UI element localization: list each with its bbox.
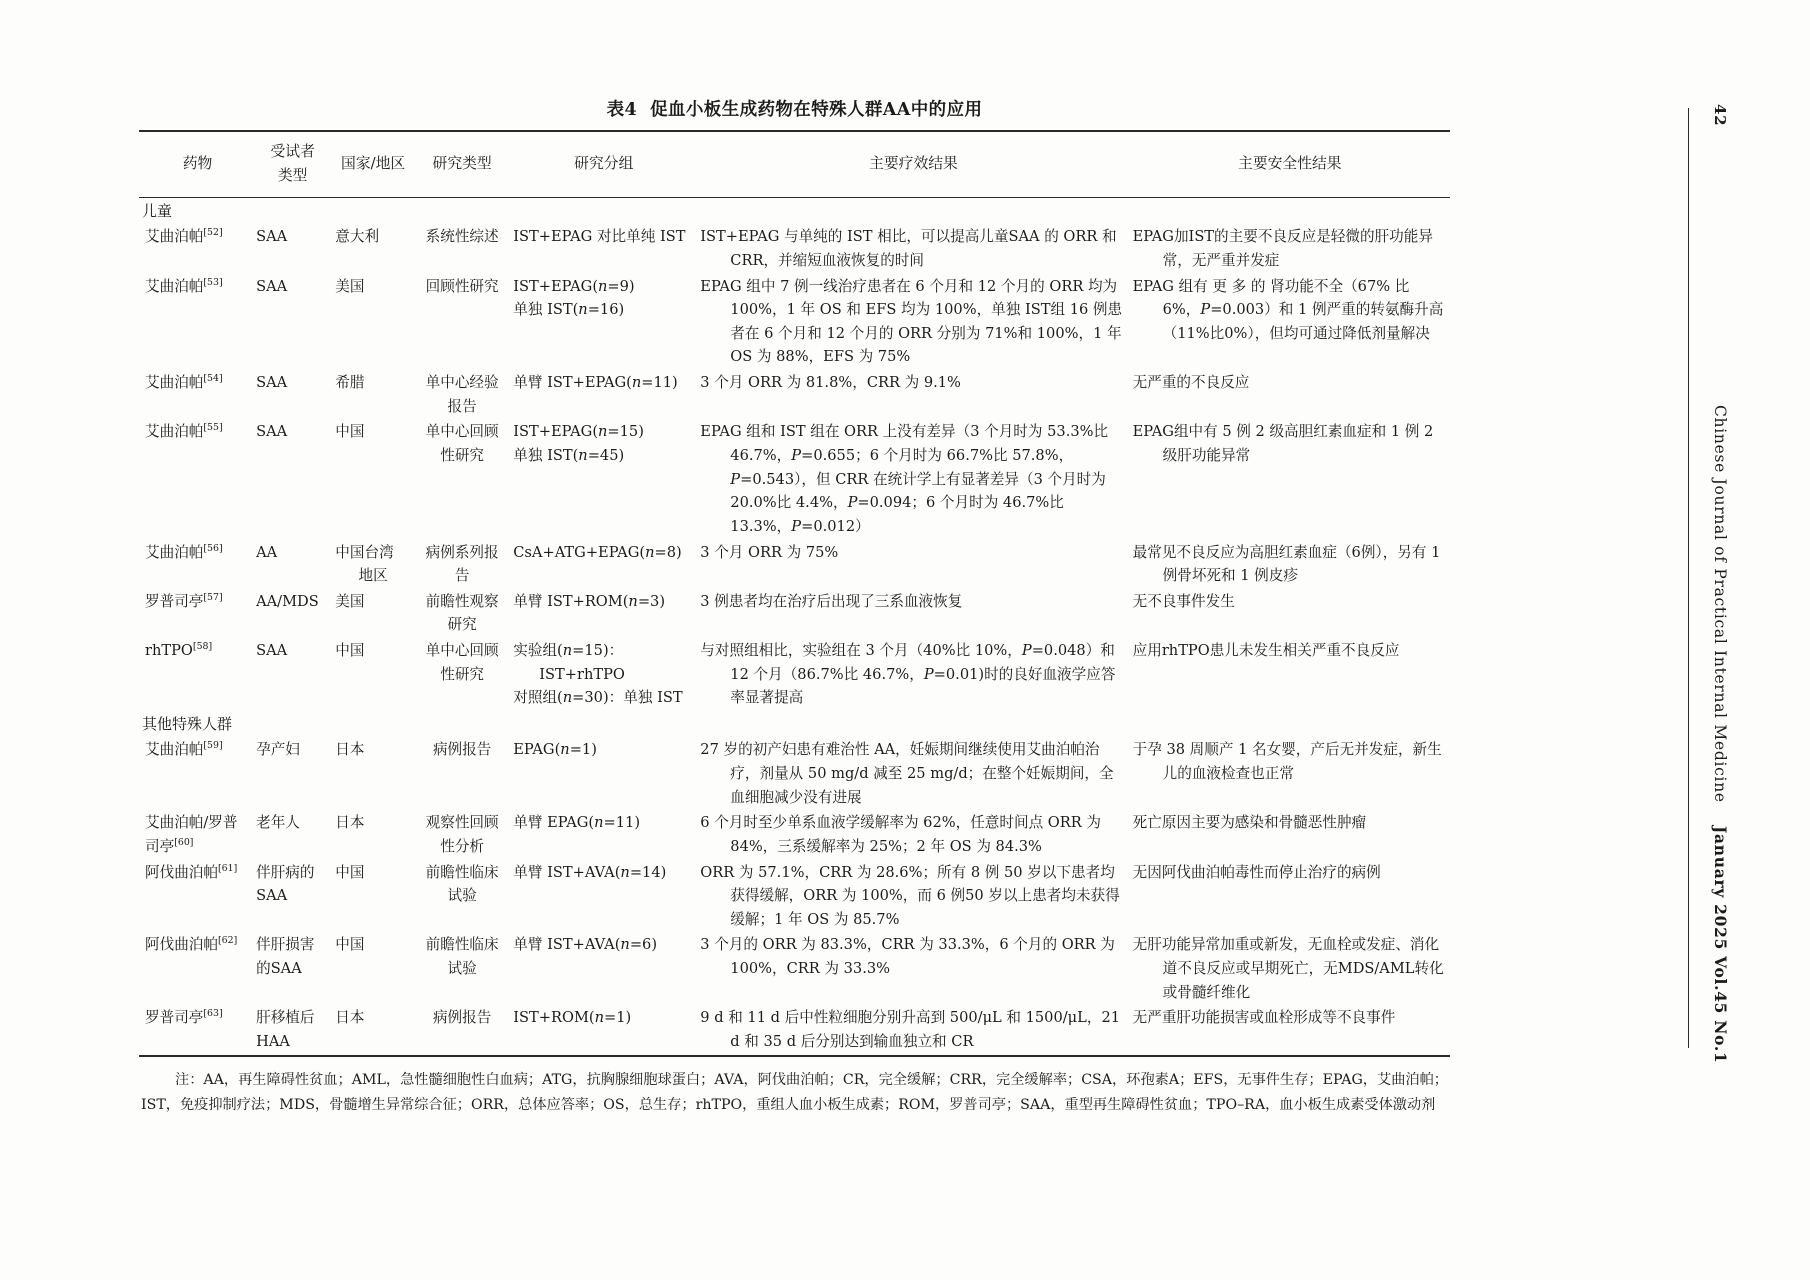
col-header-safety: 主要安全性结果	[1238, 154, 1342, 172]
cell-subject: SAA	[256, 277, 288, 295]
table-row	[139, 932, 1450, 1005]
cell-region: 美国	[335, 592, 365, 610]
cell-grouping: EPAG(n=1)	[513, 741, 597, 759]
cell-region: 中国	[335, 642, 365, 660]
cell-drug: 阿伐曲泊帕[61]	[145, 862, 238, 881]
cell-grouping: 单臂 IST+ROM(n=3)	[513, 592, 666, 610]
cell-efficacy: 27 岁的初产妇患有难治性 AA，妊娠期间继续使用艾曲泊帕治疗，剂量从 50 mg/d 减至 25 mg/d；在整个妊娠期间，全血细胞减少没有进展	[700, 741, 1114, 806]
col-header-subject-line2: 类型	[277, 166, 308, 184]
reference-marker: [59]	[203, 740, 223, 752]
cell-study-type: 单中心回顾 性研究	[425, 423, 499, 464]
table-footnote	[139, 1061, 1450, 1119]
cell-efficacy: 3 个月 ORR 为 75%	[700, 543, 839, 561]
table-block	[139, 96, 1450, 1118]
cell-study-type: 病例报告	[432, 741, 492, 759]
cell-drug: 艾曲泊帕[59]	[145, 740, 223, 759]
cell-region: 美国	[335, 277, 365, 295]
cell-study-type: 病例报告	[432, 1009, 492, 1027]
cell-region: 日本	[335, 1009, 365, 1027]
group-label: 儿童	[142, 201, 173, 220]
cell-efficacy: 3 例患者均在治疗后出现了三系血液恢复	[700, 592, 963, 610]
cell-study-type: 前瞻性观察 研究	[425, 592, 499, 634]
cell-efficacy: ORR 为 57.1%，CRR 为 28.6%；所有 8 例 50 岁以下患者均获得缓解，ORR 为 100%，而 6 例50 岁以上患者均未获得缓解；1 年 OS 为 85.7%	[700, 863, 1120, 928]
group-label: 其他特殊人群	[142, 715, 233, 734]
reference-marker: [62]	[217, 935, 238, 947]
cell-grouping: 单臂 IST+AVA(n=14)	[513, 863, 667, 881]
table-group-header	[139, 711, 1450, 737]
table-group-header	[139, 197, 1450, 224]
cell-efficacy: EPAG 组和 IST 组在 ORR 上没有差异（3 个月时为 53.3%比 46.7%，P=0.655；6 个月时为 66.7%比 57.8%，P=0.543），但 CRR 在统计学上有显著差异（3 个月时为 20.0%比 4.4%，P=0.094；6 个月时为 46.7%比 13.3%，P=0.012）	[700, 423, 1109, 535]
footnote-text: AA，再生障碍性贫血；AML，急性髓细胞性白血病；ATG，抗胸腺细胞球蛋白；AVA，阿伐曲泊帕；CR，完全缓解；CRR，完全缓解率；CSA，环孢素A；EFS，无事件生存；EPAG，艾曲泊帕；IST，免疫抑制疗法；MDS，骨髓增生异常综合征；ORR，总体应答率；OS，总生存；rhTPO，重组人血小板生成素；ROM，罗普司亭；SAA，重型再生障碍性贫血；TPO–RA，血小板生成素受体激动剂	[141, 1071, 1448, 1113]
cell-subject: 伴肝损害 的SAA	[256, 936, 315, 978]
table-head	[139, 131, 1450, 197]
cell-region: 中国	[335, 863, 365, 881]
cell-drug: 艾曲泊帕[55]	[145, 422, 223, 441]
cell-study-type: 系统性综述	[425, 228, 499, 246]
reference-marker: [54]	[203, 373, 223, 385]
cell-subject: SAA	[256, 228, 288, 246]
col-header-study-type: 研究类型	[432, 154, 492, 172]
table-row	[139, 419, 1450, 539]
table-row	[139, 638, 1450, 711]
cell-efficacy: 9 d 和 11 d 后中性粒细胞分别升高到 500/μL 和 1500/μL，21 d 和 35 d 后分别达到输血独立和 CR	[700, 1009, 1121, 1051]
cell-region: 中国	[335, 423, 365, 441]
cell-safety: EPAG 组有 更 多 的 肾功能不全（67% 比 6%，P=0.003）和 1 例严重的转氨酶升高（11%比0%），但均可通过降低剂量解决	[1132, 277, 1444, 342]
cell-grouping: 单臂 EPAG(n=11)	[513, 814, 641, 832]
cell-safety: EPAG组中有 5 例 2 级高胆红素血症和 1 例 2 级肝功能异常	[1132, 423, 1434, 464]
table-row	[139, 737, 1450, 810]
header-row	[139, 131, 1450, 197]
table-label: 表4	[606, 100, 638, 120]
special-population-table	[139, 130, 1450, 1057]
cell-subject: SAA	[256, 374, 288, 392]
cell-study-type: 前瞻性临床 试验	[425, 936, 499, 978]
cell-drug: 罗普司亭[63]	[145, 1008, 223, 1027]
cell-region: 日本	[335, 814, 365, 832]
table-row	[139, 274, 1450, 371]
cell-region: 日本	[335, 741, 365, 759]
cell-efficacy: 3 个月的 ORR 为 83.3%，CRR 为 33.3%，6 个月的 ORR 为 100%，CRR 为 33.3%	[700, 936, 1115, 978]
table-row	[139, 860, 1450, 933]
cell-efficacy: 3 个月 ORR 为 81.8%，CRR 为 9.1%	[700, 374, 961, 392]
cell-drug: rhTPO[58]	[145, 641, 213, 660]
cell-study-type: 单中心经验 报告	[425, 374, 499, 415]
cell-drug: 艾曲泊帕[52]	[145, 227, 223, 246]
cell-grouping: 单臂 IST+EPAG(n=11)	[513, 374, 678, 392]
cell-subject: AA/MDS	[256, 592, 319, 610]
cell-drug: 艾曲泊帕[53]	[145, 276, 223, 295]
cell-safety: 应用rhTPO患儿未发生相关严重不良反应	[1132, 642, 1400, 660]
cell-grouping: 单臂 IST+AVA(n=6)	[513, 936, 658, 954]
table-caption	[139, 96, 1450, 130]
col-header-subject-line1: 受试者	[270, 143, 315, 160]
reference-marker: [53]	[203, 276, 223, 288]
cell-subject: 伴肝病的 SAA	[256, 863, 315, 905]
cell-subject: AA	[256, 543, 278, 561]
cell-safety: 无严重的不良反应	[1132, 374, 1250, 392]
reference-marker: [57]	[203, 591, 223, 603]
cell-drug: 艾曲泊帕/罗普 司亭[60]	[145, 814, 238, 855]
issue-info: January 2025 Vol.45 No.1	[1711, 826, 1730, 1064]
cell-grouping: IST+EPAG(n=15) 单独 IST(n=45)	[513, 423, 644, 464]
cell-efficacy: 与对照组相比，实验组在 3 个月（40%比 10%，P=0.048）和 12 个月（86.7%比 46.7%，P=0.01)时的良好血液学应答率显著提高	[700, 642, 1116, 707]
cell-study-type: 前瞻性临床 试验	[425, 863, 499, 905]
cell-safety: 于孕 38 周顺产 1 名女婴，产后无并发症，新生儿的血液检查也正常	[1132, 741, 1442, 782]
cell-region: 中国	[335, 936, 365, 954]
table-row	[139, 810, 1450, 859]
cell-safety: EPAG加IST的主要不良反应是轻微的肝功能异常，无严重并发症	[1132, 228, 1433, 269]
reference-marker: [63]	[203, 1008, 223, 1020]
page-rail	[1665, 0, 1810, 1280]
cell-grouping: IST+EPAG 对比单纯 IST	[513, 228, 686, 246]
col-header-efficacy: 主要疗效结果	[869, 154, 958, 172]
cell-safety: 无因阿伐曲泊帕毒性而停止治疗的病例	[1132, 863, 1381, 881]
cell-drug: 罗普司亭[57]	[145, 591, 223, 610]
cell-drug: 阿伐曲泊帕[62]	[145, 935, 238, 954]
cell-safety: 死亡原因主要为感染和骨髓恶性肿瘤	[1132, 814, 1367, 832]
table-row	[139, 224, 1450, 273]
cell-subject: 孕产妇	[256, 741, 300, 759]
cell-subject: SAA	[256, 423, 288, 441]
cell-safety: 无肝功能异常加重或新发，无血栓或发症、消化道不良反应或早期死亡，无MDS/AML转化或骨髓纤维化	[1132, 936, 1444, 1001]
table-body	[139, 197, 1450, 1055]
cell-subject: 肝移植后 HAA	[256, 1009, 315, 1051]
reference-marker: [60]	[174, 837, 194, 849]
cell-study-type: 观察性回顾 性分析	[425, 814, 499, 855]
cell-subject: 老年人	[256, 814, 300, 832]
rail-divider	[1688, 108, 1689, 1048]
col-header-subject	[253, 131, 332, 197]
cell-safety: 无严重肝功能损害或血栓形成等不良事件	[1132, 1009, 1396, 1027]
cell-drug: 艾曲泊帕[56]	[145, 542, 223, 561]
cell-drug: 艾曲泊帕[54]	[145, 373, 223, 392]
cell-efficacy: IST+EPAG 与单纯的 IST 相比，可以提高儿童SAA 的 ORR 和 CRR，并缩短血液恢复的时间	[700, 228, 1117, 269]
cell-safety: 无不良事件发生	[1132, 592, 1235, 610]
cell-study-type: 病例系列报 告	[425, 543, 499, 585]
cell-grouping: IST+ROM(n=1)	[513, 1009, 632, 1027]
table-row	[139, 540, 1450, 589]
cell-efficacy: EPAG 组中 7 例一线治疗患者在 6 个月和 12 个月的 ORR 均为 100%，1 年 OS 和 EFS 均为 100%，单独 IST组 16 例患者在 6 个月和 12 个月的 ORR 分别为 71%和 100%，1 年 OS 为 88%，EFS 为 75%	[700, 277, 1123, 366]
cell-region: 意大利	[335, 228, 380, 246]
table-row	[139, 370, 1450, 419]
reference-marker: [55]	[203, 422, 223, 434]
cell-subject: SAA	[256, 642, 288, 660]
reference-marker: [61]	[217, 862, 238, 874]
col-header-grouping: 研究分组	[574, 154, 634, 172]
cell-grouping: 实验组(n=15)：IST+rhTPO 对照组(n=30)：单独 IST	[513, 642, 683, 707]
footnote-label: 注：	[175, 1071, 204, 1088]
reference-marker: [52]	[203, 227, 223, 239]
cell-study-type: 回顾性研究	[425, 277, 499, 295]
reference-marker: [56]	[203, 542, 223, 554]
cell-study-type: 单中心回顾 性研究	[425, 642, 499, 683]
table-row	[139, 1005, 1450, 1055]
cell-region: 中国台湾 地区	[335, 543, 394, 585]
col-header-region: 国家/地区	[341, 154, 406, 172]
table-row	[139, 589, 1450, 638]
col-header-drug: 药物	[182, 154, 213, 172]
table-title: 促血小板生成药物在特殊人群AA中的应用	[650, 100, 983, 120]
cell-efficacy: 6 个月时至少单系血液学缓解率为 62%，任意时间点 ORR 为 84%，三系缓解率为 25%；2 年 OS 为 84.3%	[700, 814, 1101, 855]
cell-region: 希腊	[335, 374, 365, 392]
page-number: 42	[1711, 104, 1729, 127]
cell-grouping: CsA+ATG+EPAG(n=8)	[513, 543, 682, 561]
cell-safety: 最常见不良反应为高胆红素血症（6例），另有 1 例骨坏死和 1 例皮疹	[1132, 543, 1441, 585]
cell-grouping: IST+EPAG(n=9) 单独 IST(n=16)	[513, 277, 635, 319]
reference-marker: [58]	[192, 641, 213, 653]
journal-name: Chinese Journal of Practical Internal Medicine	[1711, 405, 1729, 803]
